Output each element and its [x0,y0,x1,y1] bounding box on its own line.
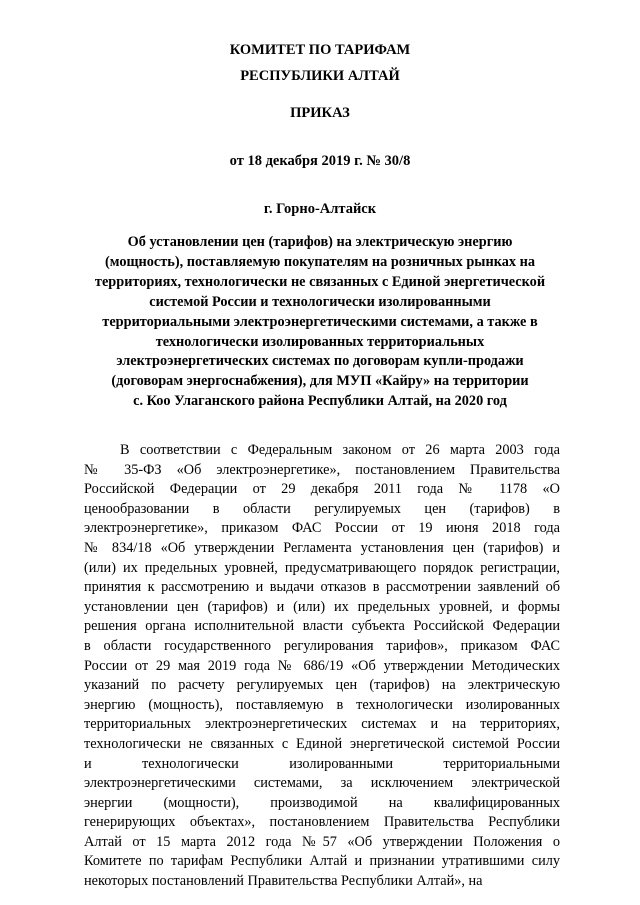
body-paragraph [84,441,560,892]
subject-line: территориях, технологически не связанных с Единой энергетической [94,273,546,290]
body-line: принятия к рассмотрению и выдачи отказов в рассмотрении заявлений об [84,579,560,596]
subject-line: с. Коо Улаганского района Республики Алтай, на 2020 год [133,393,507,410]
body-line: В соответствии с Федеральным законом от 26 марта 2003 года [120,442,560,458]
body-line: (или) их предельных уровней, предусматривающего порядок регистрации, [84,559,560,576]
date-number-line: от 18 декабря 2019 г. № 30/8 [229,153,411,169]
body-line: электроэнергетическими системами, за исключением электрической [84,775,560,792]
body-line: в области государственного регулирования тарифов», приказом ФАС [84,637,560,654]
city-line: г. Горно-Алтайск [263,201,377,217]
subject-line: электроэнергетических системах по договорам купли-продажи [116,353,524,370]
body-line: энергии (мощности), производимой на квалифицированных [84,794,560,811]
body-line: России от 29 мая 2019 года № 686/19 «Об утверждении Методических [84,657,560,674]
body-line: установлении цен (тарифов) и (или) их предельных уровней, и формы [84,598,560,615]
body-line: электроэнергетике», приказом ФАС России от 19 июня 2018 года [84,520,560,537]
body-line: энергию (мощность), поставляемую в технологически изолированных [84,696,560,713]
body-line: № 834/18 «Об утверждении Регламента установления цен (тарифов) и [84,539,560,556]
subject-line: территориальными электроэнергетическими системами, а также в [102,313,538,330]
body-line: Российской Федерации от 29 декабря 2011 года № 1178 «О [84,481,560,498]
body-line: ценообразовании в области регулируемых цен (тарифов) в [84,500,560,517]
subject-line: (мощность), поставляемую покупателям на розничных рынках на [105,253,535,270]
body-line: решения органа исполнительной власти субъекта Российской Федерации [84,618,560,635]
body-line: указаний по расчету регулируемых цен (тарифов) на электрическую [84,677,560,694]
body-line: территориальных электроэнергетических системах и на территориях, [84,716,560,733]
body-line: генерирующих объектах», постановлением Правительства Республики [84,814,560,831]
order-subject [72,233,568,412]
body-line: № 35-ФЗ «Об электроэнергетике», постановлением Правительства [84,461,560,478]
committee-heading: КОМИТЕТ ПО ТАРИФАМ [229,42,411,58]
body-line: Комитете по тарифам Республики Алтай и признании утратившими силу [84,853,560,870]
document-type-heading: ПРИКАЗ [290,105,350,121]
subject-line: системой России и технологически изолированными [149,293,491,310]
body-line: и технологически изолированными территориальными [84,755,560,772]
body-line: технологически не связанных с Единой энергетической системой России [84,735,560,752]
republic-heading: РЕСПУБЛИКИ АЛТАЙ [240,68,400,84]
subject-line: Об установлении цен (тарифов) на электрическую энергию [127,234,513,250]
body-line: некоторых постановлений Правительства Республики Алтай», на [84,873,483,890]
subject-line: (договорам энергоснабжения), для МУП «Кайру» на территории [111,373,529,390]
subject-line: технологически изолированных территориальных [155,333,485,350]
body-line: Алтай от 15 марта 2012 года №57 «Об утверждении Положения о [84,833,560,850]
